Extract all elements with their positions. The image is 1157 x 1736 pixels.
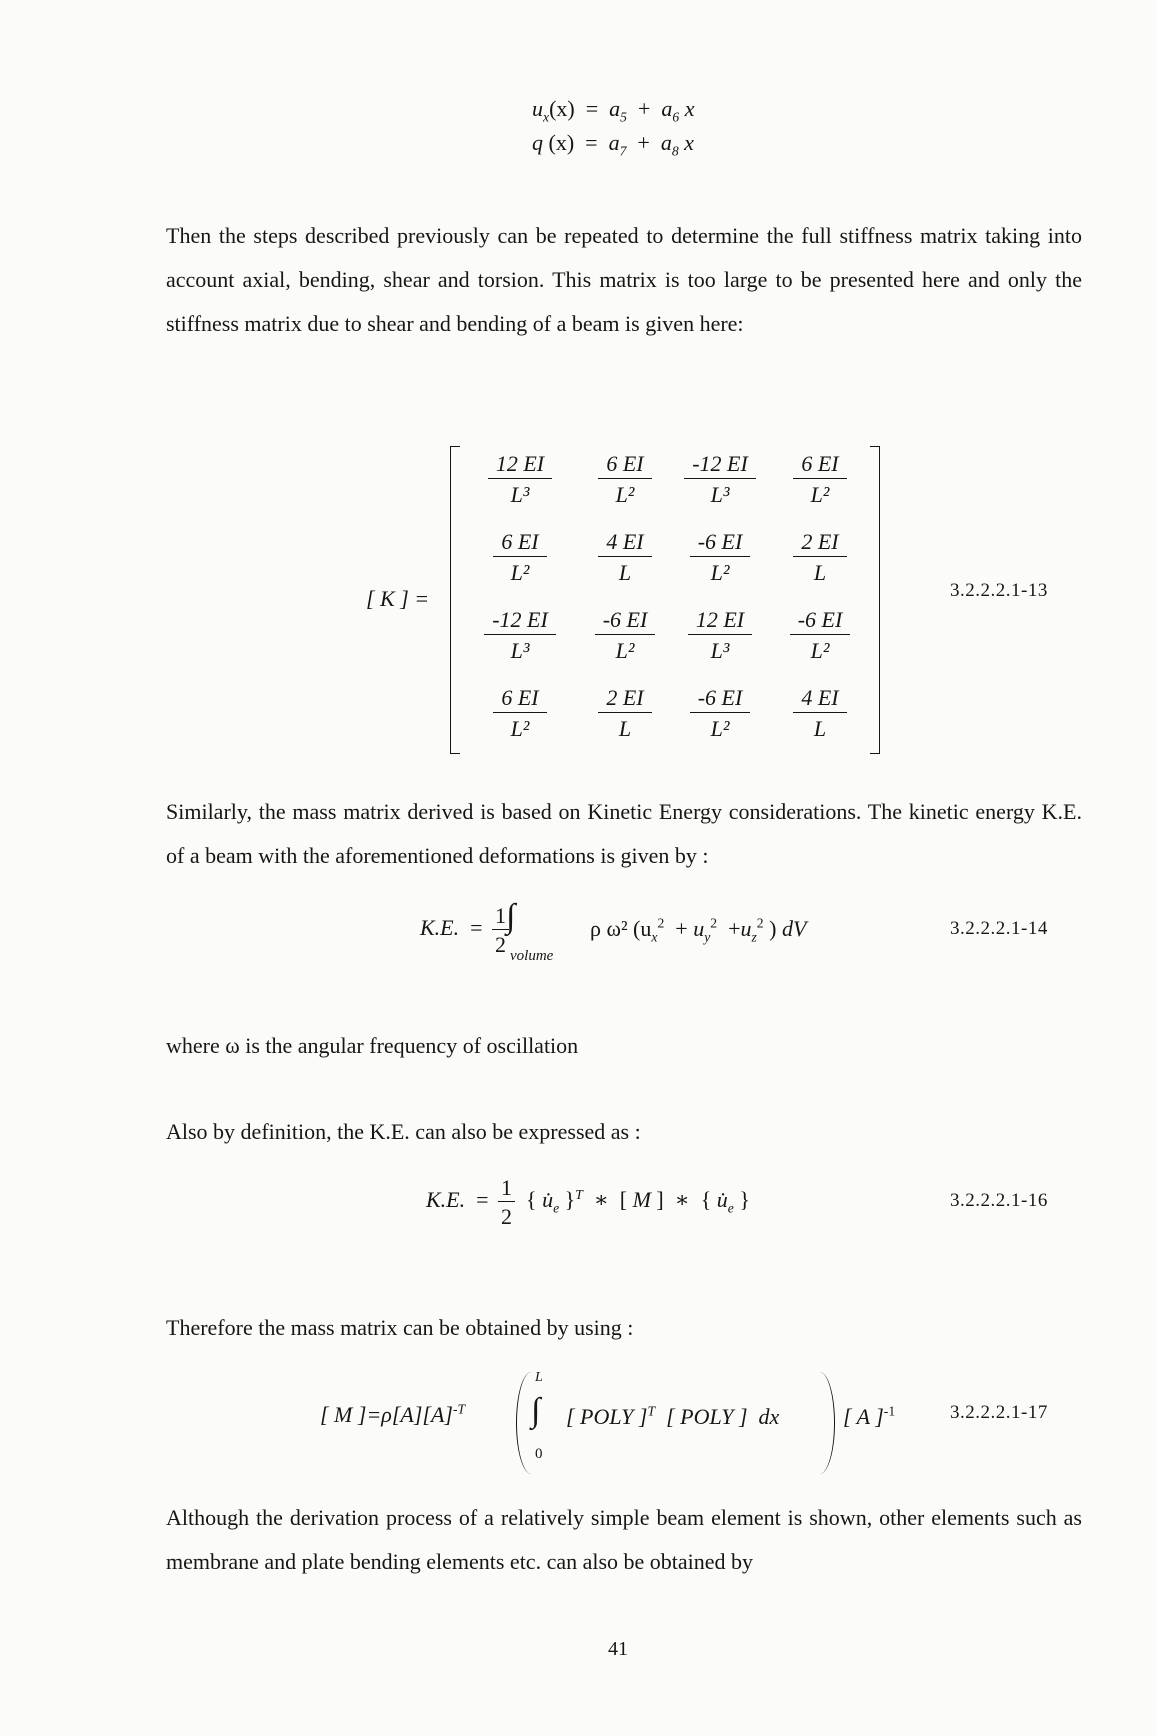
- matrix-cell: [770, 608, 870, 662]
- matrix-cell: [575, 686, 675, 740]
- eq-number-14: 3.2.2.2.1-14: [950, 918, 1048, 939]
- eq14-lhs: K.E.: [420, 915, 460, 941]
- eq17-integrand: [566, 1404, 779, 1430]
- eq17-rhs-text: [ A ]: [843, 1404, 884, 1429]
- matrix-fraction: [598, 452, 651, 506]
- matrix-numerator: -12 EI: [484, 608, 556, 635]
- matrix-numerator: 4 EI: [598, 530, 651, 557]
- eq14-body: ρ ω² (u: [590, 916, 652, 941]
- eq14-num: 1: [492, 904, 509, 930]
- eq-q-plus: +: [637, 130, 650, 155]
- matrix-cell: [770, 452, 870, 506]
- eq17-integral-sign: ∫: [531, 1392, 541, 1429]
- eq17-poly2: [ POLY ]: [666, 1404, 748, 1429]
- matrix-numerator: -12 EI: [684, 452, 756, 479]
- eq17-lhs: [ M ]=ρ[A][A]: [320, 1402, 453, 1427]
- matrix-cell: [670, 686, 770, 740]
- matrix-left-bracket: [450, 446, 460, 754]
- matrix-denominator: L³: [510, 482, 530, 508]
- matrix-cell: [575, 452, 675, 506]
- eq-number-17: 3.2.2.2.1-17: [950, 1402, 1048, 1423]
- eq17-rhs: [843, 1404, 895, 1430]
- matrix-fraction: [688, 608, 752, 662]
- eq17-lower-limit: 0: [535, 1446, 543, 1462]
- matrix-denominator: L²: [615, 638, 635, 664]
- matrix-denominator: L²: [810, 638, 830, 664]
- matrix-denominator: L³: [710, 482, 730, 508]
- matrix-fraction: [793, 530, 846, 584]
- equation-16: K.E. = $\frac{1}{2}$ { $u̇_e$ }$^T$ ∗ [ M ] ∗ { $u̇_e$ }: [426, 1175, 750, 1230]
- matrix-numerator: 2 EI: [793, 530, 846, 557]
- equation-17: [320, 1402, 465, 1428]
- eq-number-13: 3.2.2.2.1-13: [950, 580, 1048, 601]
- matrix-fraction: [598, 530, 651, 584]
- matrix-cell: [670, 608, 770, 662]
- eq14-equals: =: [470, 915, 483, 941]
- matrix-denominator: L²: [510, 560, 530, 586]
- eq-q-var: x: [684, 130, 694, 155]
- eq-q-arg: (x): [543, 130, 575, 155]
- matrix-denominator: L²: [510, 716, 530, 742]
- equation-ux: [532, 96, 695, 125]
- eq17-right-paren: [818, 1372, 835, 1474]
- matrix-denominator: L²: [710, 716, 730, 742]
- eq16-den: 2: [501, 1204, 513, 1230]
- matrix-cell: [470, 530, 570, 584]
- page-number: 41: [608, 1638, 628, 1660]
- matrix-numerator: -6 EI: [690, 530, 751, 557]
- eq-ux-a: a: [609, 96, 621, 121]
- eq-ux-var: x: [684, 96, 695, 121]
- matrix-fraction: [793, 686, 846, 740]
- paragraph-stiffness-intro: Then the steps described previously can be repeated to determine the full stiffness matrix taking into account axial, bending, shear and torsion. This matrix is too large to be presented here and only the stiffness matrix due to shear and bending of a beam is given here:: [166, 223, 1082, 336]
- eq17-dx: dx: [758, 1404, 780, 1429]
- matrix-numerator: 6 EI: [793, 452, 846, 479]
- eq17-rhs-sup: -1: [883, 1403, 896, 1419]
- matrix-denominator: L³: [710, 638, 730, 664]
- equation-q: [532, 130, 694, 159]
- matrix-denominator: L: [813, 716, 827, 742]
- eq-ux-equals: =: [585, 96, 599, 121]
- matrix-cell: [575, 530, 675, 584]
- matrix-numerator: 6 EI: [598, 452, 651, 479]
- matrix-numerator: -6 EI: [790, 608, 851, 635]
- eq14-integral-sign: ∫: [506, 898, 516, 935]
- eq-ux-b: a: [661, 96, 673, 121]
- matrix-fraction: [790, 608, 851, 662]
- eq-ux-arg: (x): [549, 96, 575, 121]
- matrix-denominator: L: [618, 560, 632, 586]
- matrix-fraction: [793, 452, 846, 506]
- matrix-cell: [670, 452, 770, 506]
- matrix-cell: [470, 608, 570, 662]
- eq16-num: 1: [498, 1176, 515, 1202]
- paragraph-omega-def: where ω is the angular frequency of oscillation: [166, 1033, 579, 1058]
- matrix-fraction: [493, 686, 546, 740]
- matrix-fraction: [488, 452, 552, 506]
- matrix-numerator: 12 EI: [488, 452, 552, 479]
- stiffness-matrix-label: [366, 586, 429, 612]
- matrix-right-bracket: [870, 446, 880, 754]
- matrix-fraction: [684, 452, 756, 506]
- eq-ux-a-sub: 5: [620, 109, 627, 125]
- eq17-lhs-sup: -T: [452, 1401, 466, 1417]
- paragraph-mass-matrix: Therefore the mass matrix can be obtained by using :: [166, 1315, 634, 1340]
- eq-q-b: a: [660, 130, 672, 155]
- eq14-integrand: ρ ω² ($u_x^2 + u_y^2 +u_z^2$ ) dV: [590, 915, 807, 945]
- eq17-upper-limit: L: [535, 1370, 543, 1385]
- matrix-cell: [770, 686, 870, 740]
- eq17-poly1-sup: T: [647, 1403, 656, 1419]
- eq14-volume-label: volume: [510, 948, 554, 964]
- eq-q-equals: =: [585, 130, 598, 155]
- eq-ux-lhs: u: [532, 96, 543, 121]
- matrix-fraction: [484, 608, 556, 662]
- eq-ux-lhs-sub: x: [543, 109, 550, 125]
- matrix-numerator: 6 EI: [493, 530, 546, 557]
- paragraph-kinetic-energy: Similarly, the mass matrix derived is based on Kinetic Energy considerations. The kinetic energy K.E. of a beam with the aforementioned deformations is given by :: [166, 799, 1082, 868]
- matrix-numerator: 12 EI: [688, 608, 752, 635]
- eq-ux-b-sub: 6: [672, 109, 680, 125]
- eq16-lhs: K.E.: [426, 1187, 466, 1213]
- equation-14: [420, 904, 509, 956]
- matrix-denominator: L: [618, 716, 632, 742]
- matrix-fraction: [690, 686, 751, 740]
- matrix-numerator: -6 EI: [595, 608, 656, 635]
- matrix-fraction: [493, 530, 546, 584]
- eq-q-b-sub: 8: [671, 143, 679, 159]
- eq16-equals: =: [476, 1187, 489, 1213]
- matrix-denominator: L²: [615, 482, 635, 508]
- matrix-numerator: 6 EI: [493, 686, 546, 713]
- eq16-half: [498, 1176, 515, 1228]
- eq14-den: 2: [495, 932, 507, 958]
- matrix-denominator: L: [813, 560, 827, 586]
- matrix-fraction: [595, 608, 656, 662]
- stiffness-label-text: [ K ] =: [366, 586, 430, 611]
- matrix-cell: [575, 608, 675, 662]
- eq-q-a: a: [608, 130, 620, 155]
- matrix-denominator: L²: [710, 560, 730, 586]
- paragraph-closing: Although the derivation process of a relatively simple beam element is shown, other elements such as membrane and plate bending elements etc. can also be obtained by: [166, 1505, 1082, 1574]
- matrix-denominator: L³: [510, 638, 530, 664]
- matrix-numerator: -6 EI: [690, 686, 751, 713]
- matrix-numerator: 4 EI: [793, 686, 846, 713]
- matrix-cell: [770, 530, 870, 584]
- matrix-fraction: [598, 686, 651, 740]
- eq-number-16: 3.2.2.2.1-16: [950, 1190, 1048, 1211]
- matrix-cell: [470, 452, 570, 506]
- eq17-poly1: [ POLY ]: [566, 1404, 648, 1429]
- eq-ux-plus: +: [637, 96, 651, 121]
- eq-q-a-sub: 7: [619, 143, 627, 159]
- matrix-denominator: L²: [810, 482, 830, 508]
- matrix-cell: [470, 686, 570, 740]
- matrix-fraction: [690, 530, 751, 584]
- paragraph-ke-def: Also by definition, the K.E. can also be expressed as :: [166, 1119, 641, 1144]
- eq-q-lhs: q: [532, 130, 543, 155]
- matrix-numerator: 2 EI: [598, 686, 651, 713]
- matrix-cell: [670, 530, 770, 584]
